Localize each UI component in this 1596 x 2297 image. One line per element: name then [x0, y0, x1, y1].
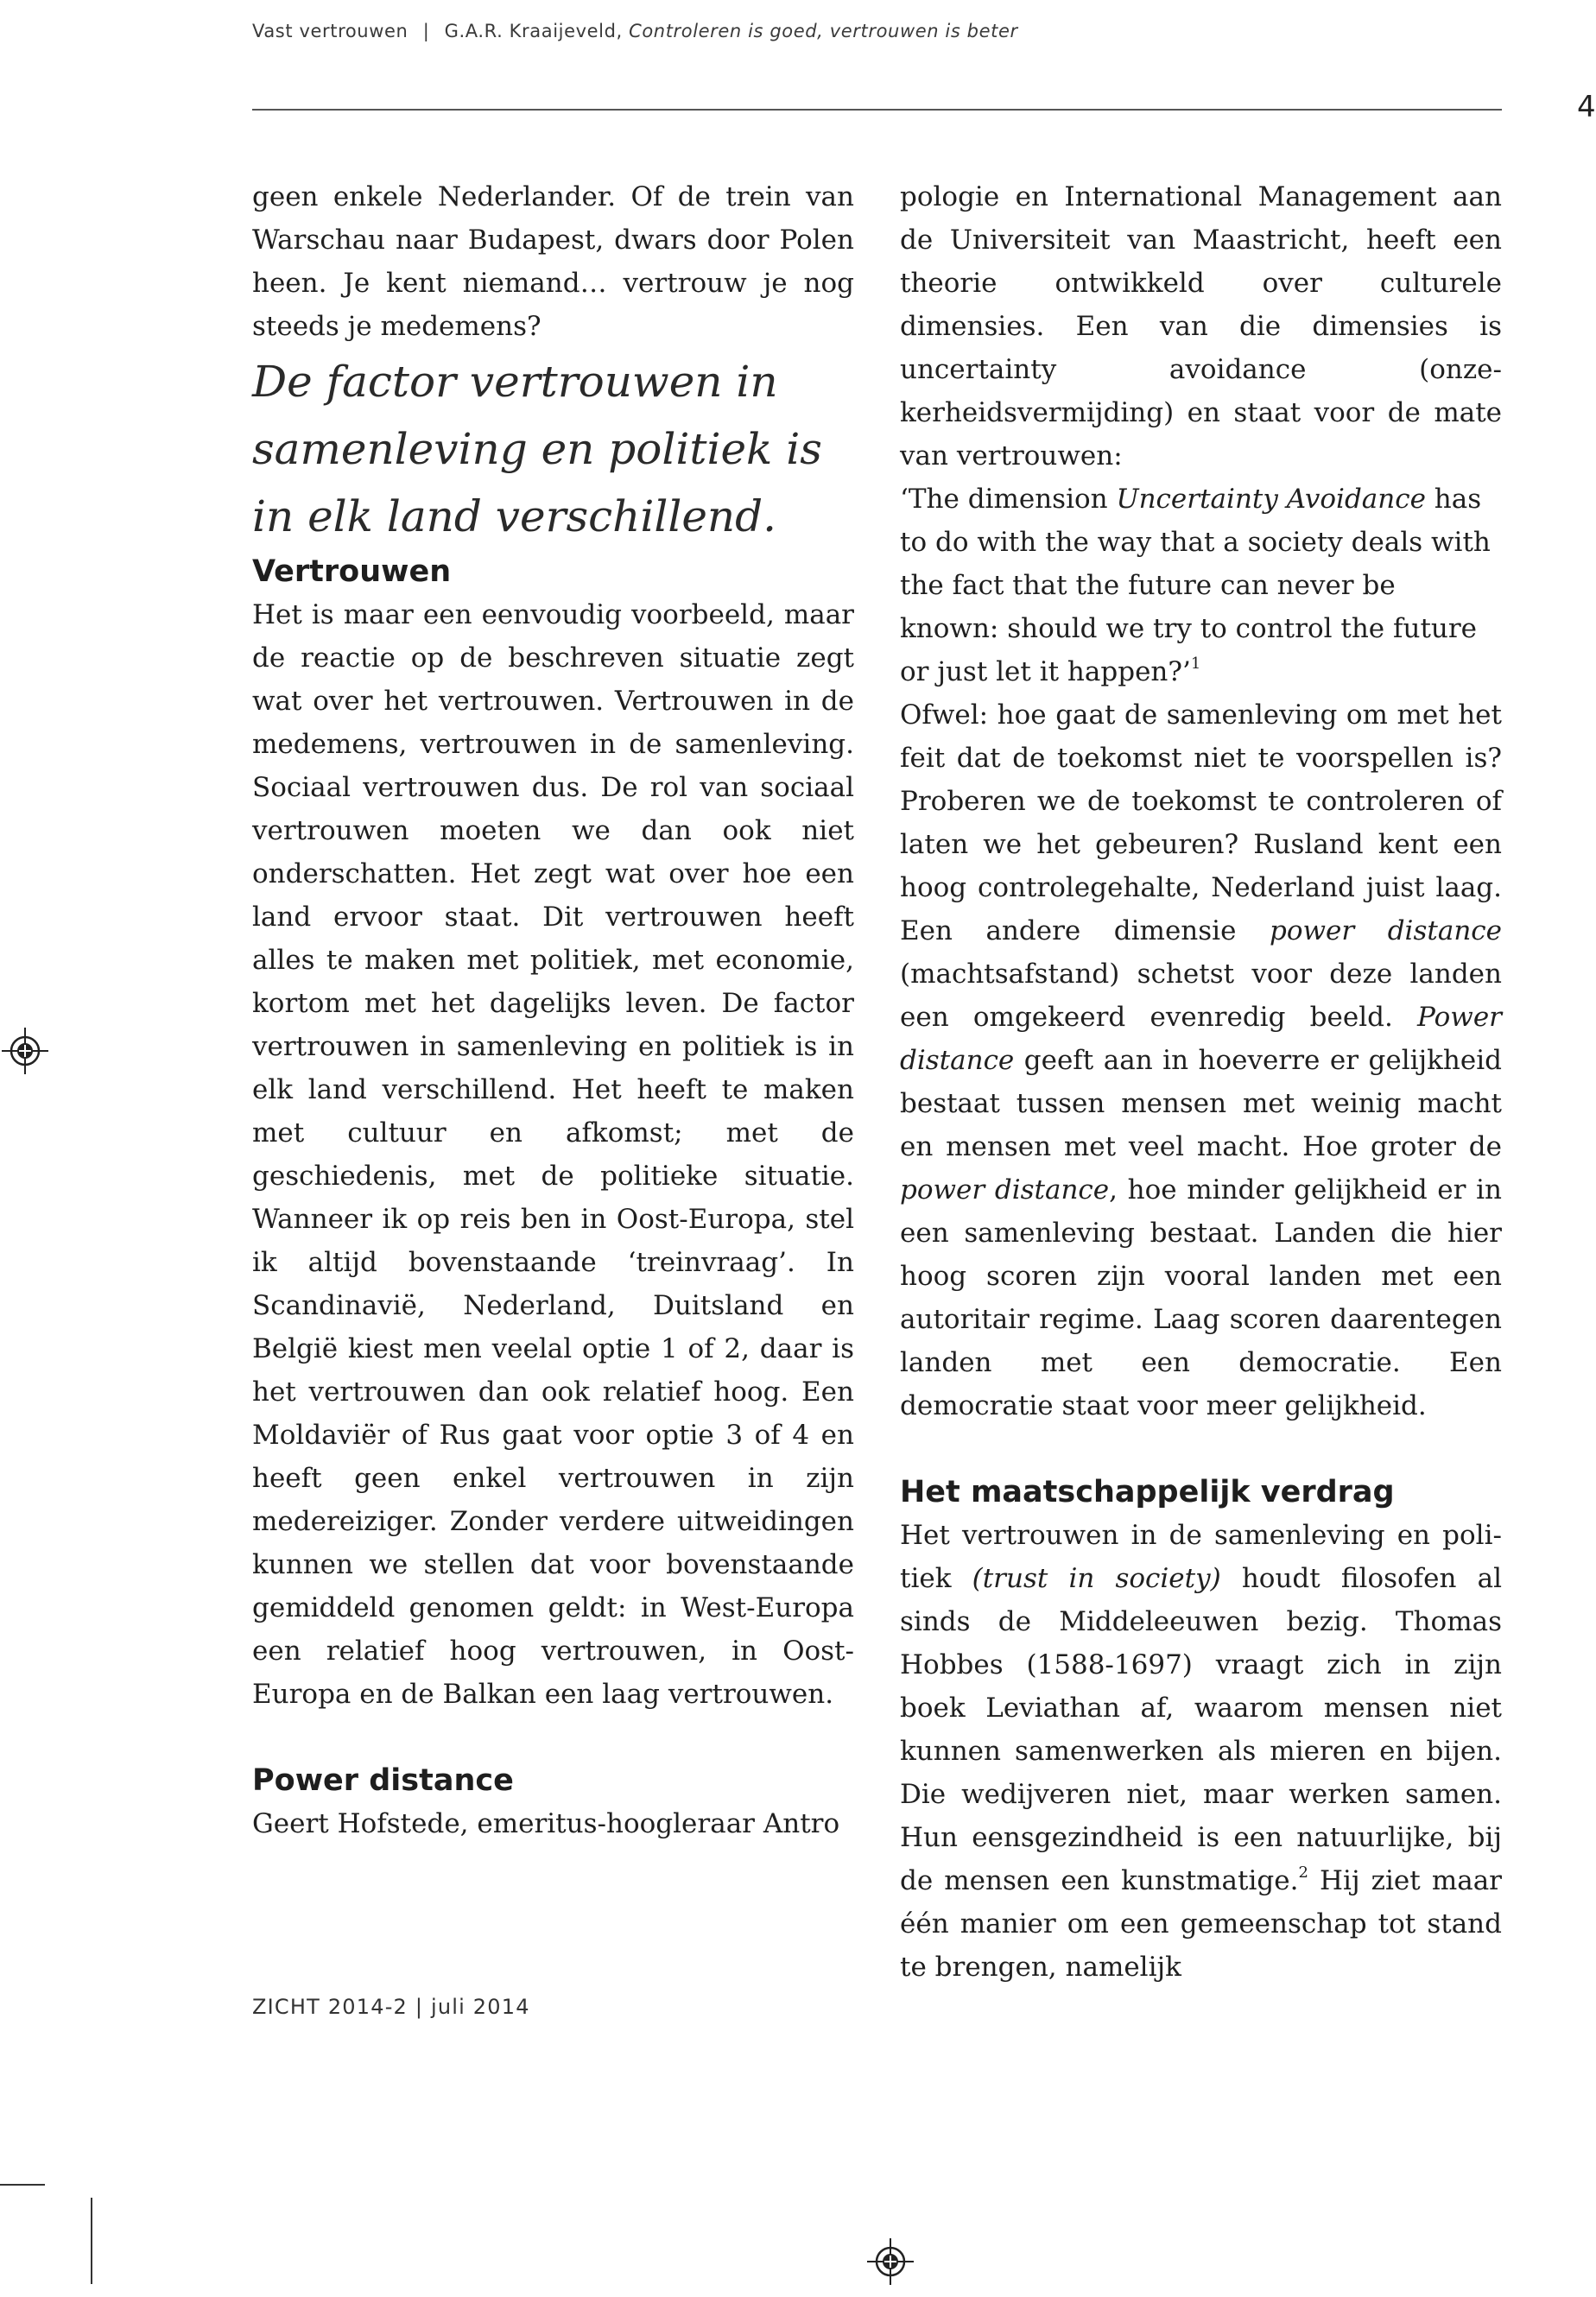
ofwel-part-4: , hoe minder gelijkheid er in een samenleving bestaat. Landen die hier hoog scoren zijn vooral landen met een autoritair regime. Laag scoren daarentegen landen met een democratie. Een democratie staat voor meer gelijkheid. [900, 1174, 1502, 1421]
ofwel-part-1: Ofwel: hoe gaat de samenleving om met het feit dat de toekomst niet te voorspellen is? Proberen we de toekomst te controleren of laten we het gebeuren? Rusland kent een hoog controlegehalte, Nederland juist laag. Een andere dimensie [900, 699, 1502, 946]
header-section: Vast vertrouwen [252, 21, 408, 41]
verdrag-part-2: houdt filosofen al sinds de Middeleeuwen bezig. Thomas Hobbes (1588-1697) vraagt zich in zijn boek Leviathan af, waarom mensen niet kunnen samenwerken als mieren en bijen. Die wedijveren niet, maar werken samen. Hun eensgezindheid is een natuurlijke, bij de mensen een kunstmatige. [900, 1563, 1502, 1896]
ofwel-part-2: (machtsafstand) schetst voor deze landen een omgekeerd evenredig beeld. [900, 959, 1502, 1033]
continued-paragraph: pologie en International Management aan de Universiteit van Maastricht, heeft een theorie ontwikkeld over culturele dimensies. Een van die dimensies is uncertainty avoidance (onzekerheidsvermijding) en staat voor de mate van vertrouwen: [900, 181, 1502, 471]
header-rule [252, 109, 1502, 111]
ofwel-term-2: Power distance [900, 1002, 1502, 1076]
registration-mark-left-icon [2, 1028, 48, 1074]
quote-open: ‘The dimension [900, 484, 1117, 515]
header-separator: | [422, 21, 430, 41]
pull-quote: De factor vertrouwen in samenleving en politiek is in elk land verschillend. [252, 357, 822, 541]
ofwel-term-1: power distance [1269, 915, 1502, 946]
ofwel-paragraph [900, 693, 1502, 1427]
ofwel-part-3: geeft aan in hoeverre er gelijkheid bestaat tussen mensen met weinig macht en mensen met veel macht. Hoe groter de [900, 1045, 1502, 1162]
footnote-ref-2: 2 [1298, 1864, 1308, 1882]
crop-mark-left-vertical [91, 2198, 92, 2284]
heading-vertrouwen: Vertrouwen [252, 554, 452, 589]
crop-mark-left-horizontal [0, 2184, 45, 2186]
header-article-title: Controleren is goed, vertrouwen is beter [629, 21, 1018, 41]
quote-rest: has to do with the way that a society deals with the fact that the future can never be known: should we try to control the future or just let it happen?’ [900, 484, 1491, 687]
footer-journal: ZICHT 2014-2 | juli 2014 [252, 1995, 530, 2019]
footnote-ref-1: 1 [1190, 655, 1201, 673]
verdrag-term: (trust in society) [972, 1563, 1221, 1594]
ofwel-term-3: power distance [900, 1174, 1110, 1205]
header-author: G.A.R. Kraaijeveld, [444, 21, 623, 41]
hofstede-quote [900, 478, 1502, 693]
registration-mark-bottom-icon [867, 2238, 914, 2285]
right-column [900, 175, 1502, 1989]
heading-maatschappelijk-verdrag: Het maatschappelijk verdrag [900, 1475, 1395, 1509]
page-number: 4 [1577, 90, 1596, 124]
intro-paragraph: geen enkele Nederlander. Of de trein van Warschau naar Budapest, dwars door Polen heen. Je kent niemand… vertrouw je nog steeds je medemens? [252, 181, 854, 342]
verdrag-part-3: Hij ziet maar één manier om een gemeenschap tot stand te brengen, namelijk [900, 1865, 1502, 1983]
quote-term: Uncertainty Avoidance [1116, 484, 1426, 515]
heading-power-distance: Power distance [252, 1763, 514, 1798]
left-column [252, 175, 854, 1845]
verdrag-paragraph [900, 1514, 1502, 1989]
running-header [252, 21, 1018, 41]
verdrag-part-1: Het vertrouwen in de samenleving en politiek [900, 1520, 1502, 1594]
power-distance-paragraph: Geert Hofstede, emeritus-hoogleraar Antro [252, 1808, 840, 1839]
vertrouwen-paragraph: Het is maar een eenvoudig voorbeeld, maar de reactie op de beschreven situatie zegt wat over het vertrouwen. Vertrouwen in de medemens, vertrouwen in de samenleving. Sociaal vertrouwen dus. De rol van sociaal vertrouwen moeten we dan ook niet onderschatten. Het zegt wat over hoe een land ervoor staat. Dit vertrouwen heeft alles te maken met politiek, met economie, kortom met het dagelijks leven. De factor vertrouwen in samenleving en politiek is in elk land verschillend. Het heeft te maken met cultuur en afkomst; met de geschiedenis, met de politieke situatie. Wanneer ik op reis ben in Oost-Europa, stel ik altijd bovenstaande ‘treinvraag’. In Scandinavië, Nederland, Duitsland en België kiest men veelal optie 1 of 2, daar is het vertrouwen dan ook relatief hoog. Een Moldaviër of Rus gaat voor optie 3 of 4 en heeft geen enkel vertrouwen in zijn medereiziger. Zonder verdere uitweidingen kunnen we stellen dat voor bovenstaande gemiddeld genomen geldt: in West-Europa een relatief hoog vertrouwen, in Oost-Europa en de Balkan een laag vertrouwen. [252, 599, 854, 1710]
